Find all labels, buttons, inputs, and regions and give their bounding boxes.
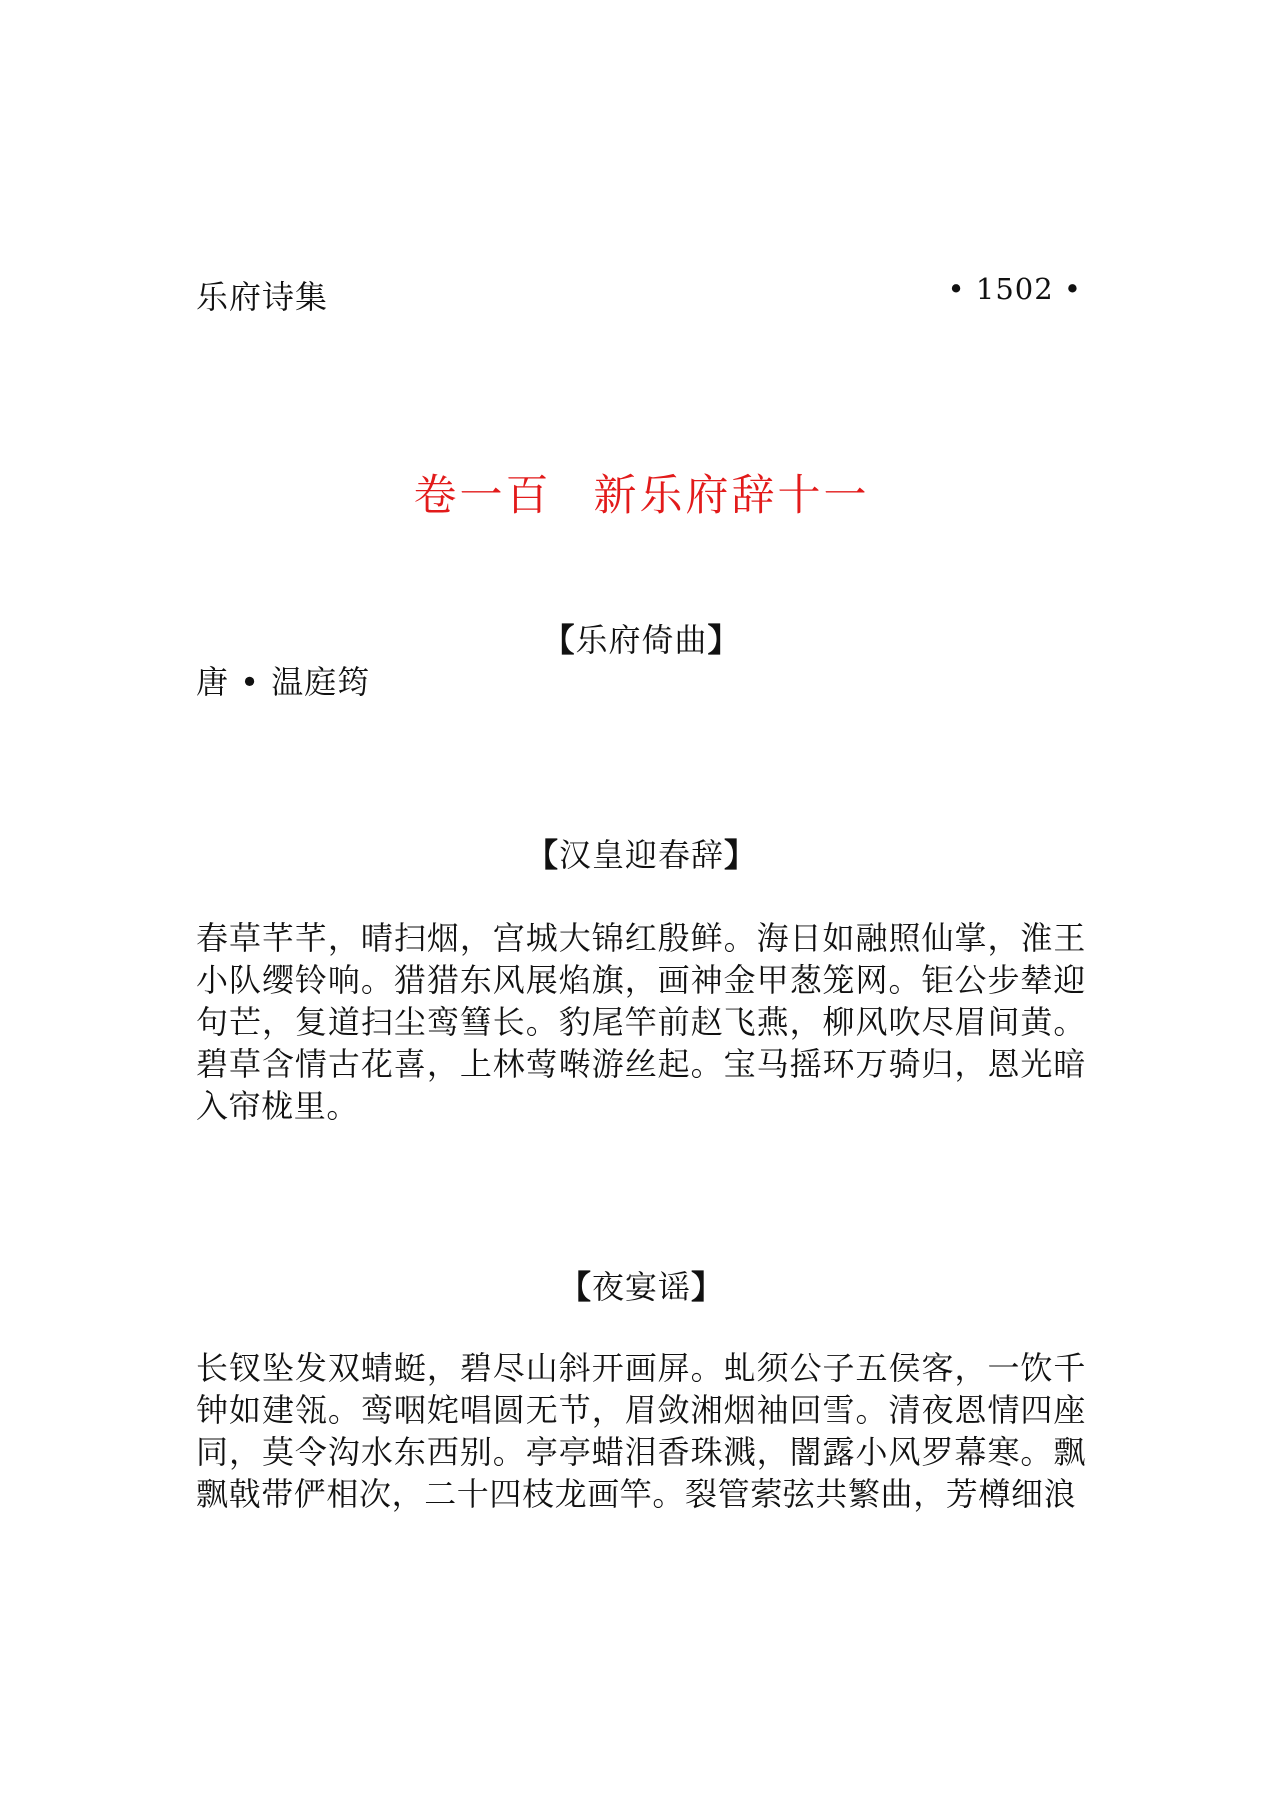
page-number: • 1502 • [947,272,1082,306]
poem-text: 长钗坠发双蜻蜓，碧尽山斜开画屏。虬须公子五侯客，一饮千钟如建瓴。鸾咽姹唱圆无节，眉敛湘烟袖回雪。清夜恩情四座同，莫令沟水东西别。亭亭蜡泪香珠溅，闇露小风罗幕寒。飘飘戟带俨相次，二十四枝龙画竿。裂管萦弦共繁曲，芳樽细浪 [196,1349,1086,1513]
section-heading-text: 乐府倚曲 [575,621,708,659]
poem-title-text: 夜宴谣 [591,1268,691,1306]
chapter-title [0,462,1283,523]
poem-title-text: 汉皇迎春辞 [558,836,724,874]
poem-title: 【夜宴谣】 [558,1268,725,1306]
running-header [196,272,1082,316]
author-line: 唐 • 温庭筠 [196,663,371,701]
chapter-volume: 卷一百 [413,471,552,521]
book-title: 乐府诗集 [196,278,329,316]
chapter-name: 新乐府辞十一 [593,471,870,521]
poem-title: 【汉皇迎春辞】 [525,836,758,874]
poem-text: 春草芊芊，晴扫烟，宫城大锦红殷鲜。海日如融照仙掌，淮王小队缨铃响。猎猎东风展焰旗，画神金甲葱笼网。钜公步辇迎句芒，复道扫尘鸾篲长。豹尾竿前赵飞燕，柳风吹尽眉间黄。碧草含情古花喜，上林莺啭游丝起。宝马摇环万骑归，恩光暗入帘栊里。 [196,919,1086,1125]
section-heading: 【乐府倚曲】 [542,621,741,659]
